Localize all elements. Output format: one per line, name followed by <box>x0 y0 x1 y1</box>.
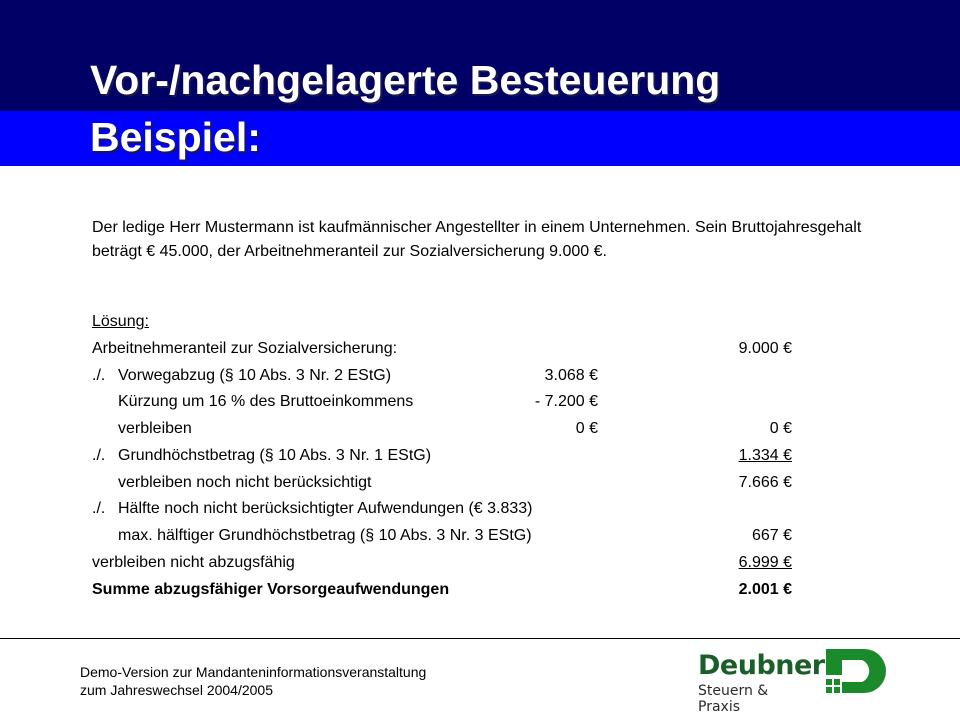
footer-line2: zum Jahreswechsel 2004/2005 <box>80 682 274 698</box>
logo-name: Deubner <box>698 650 825 681</box>
deubner-logo <box>698 650 825 715</box>
deubner-d-logo-icon <box>822 647 888 697</box>
solution-heading: Lösung: <box>92 313 149 330</box>
row-mid-value: 0 € <box>575 420 598 437</box>
row-mid-value: 3.068 € <box>544 367 598 384</box>
row-prefix: ./. <box>92 447 106 464</box>
row-total-value: 667 € <box>751 527 792 544</box>
row-label: verbleiben noch nicht berücksichtigt <box>118 474 372 491</box>
footer-text <box>80 663 426 699</box>
row-label: verbleiben <box>118 420 192 437</box>
row-label: Arbeitnehmeranteil zur Sozialversicherung: <box>92 340 398 357</box>
row-mid-value: - 7.200 € <box>534 393 598 410</box>
row-total-value: 9.000 € <box>738 340 792 357</box>
sum-label: Summe abzugsfähiger Vorsorgeaufwendungen <box>92 581 450 598</box>
row-prefix: ./. <box>92 500 106 517</box>
sum-value: 2.001 € <box>738 581 792 598</box>
row-label: Hälfte noch nicht berücksichtigter Aufwendungen (€ 3.833) <box>118 500 533 517</box>
intro-paragraph: Der ledige Herr Mustermann ist kaufmännischer Angestellter in einem Unternehmen. Sein Bruttojahresgehalt beträgt € 45.000, der Arbeitnehmeranteil zur Sozialversicherung 9.000 €. <box>92 219 862 260</box>
row-label: Grundhöchstbetrag (§ 10 Abs. 3 Nr. 1 EStG) <box>118 447 432 464</box>
row-label: max. hälftiger Grundhöchstbetrag (§ 10 Abs. 3 Nr. 3 EStG) <box>118 527 532 544</box>
row-prefix: ./. <box>92 367 106 384</box>
row-total-value: 7.666 € <box>738 474 792 491</box>
slide-title-line1: Vor-/nachgelagerte Besteuerung <box>90 57 721 103</box>
logo-subtitle: Steuern & Praxis <box>698 683 769 715</box>
row-total-value: 1.334 € <box>738 447 792 464</box>
row-total-value: 6.999 € <box>738 554 792 571</box>
slide-title-line2: Beispiel: <box>90 114 261 160</box>
row-label: Kürzung um 16 % des Bruttoeinkommens <box>118 393 414 410</box>
row-label: Vorwegabzug (§ 10 Abs. 3 Nr. 2 EStG) <box>118 367 392 384</box>
footer-divider <box>0 638 960 639</box>
row-label: verbleiben nicht abzugsfähig <box>92 554 295 571</box>
row-total-value: 0 € <box>769 420 792 437</box>
footer-line1: Demo-Version zur Mandanteninformationsveranstaltung <box>80 664 427 680</box>
